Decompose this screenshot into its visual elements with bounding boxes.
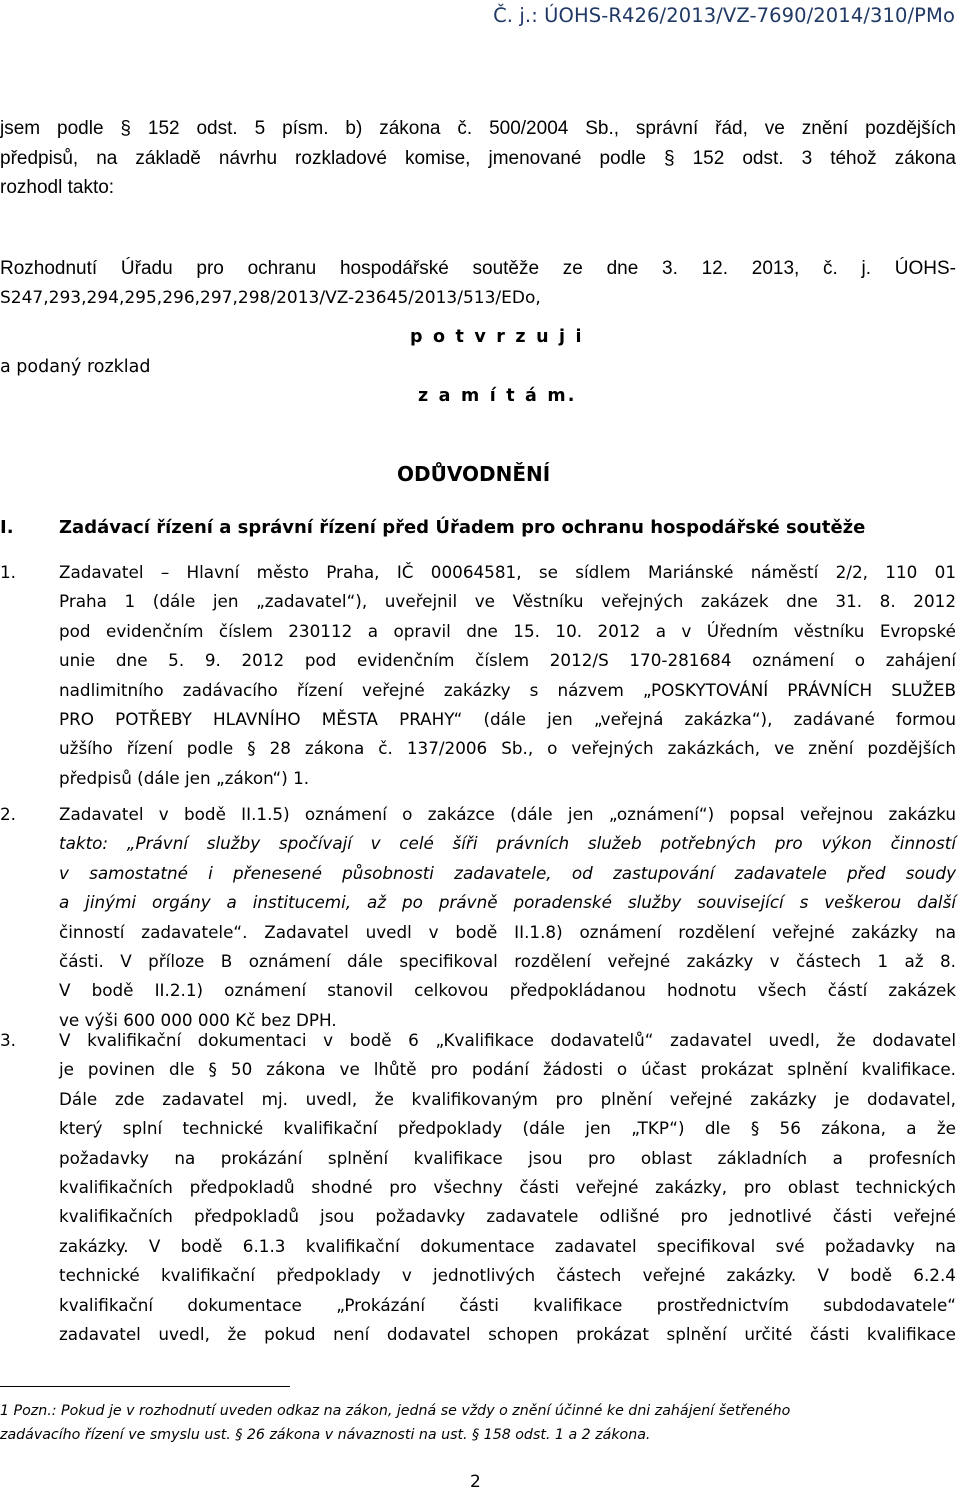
paragraph-number: 2. — [0, 804, 17, 824]
paragraph-line: Zadavatel v bodě II.1.5) oznámení o zakázce (dále jen „oznámení“) popsal veřejnou zakázku — [59, 804, 956, 824]
paragraph-body — [59, 558, 956, 793]
footnote-line: zadávacího řízení ve smyslu ust. § 26 zákona v návaznosti na ust. § 158 odst. 1 a 2 zákona. — [0, 1427, 651, 1443]
paragraph-line: ve výši 600 000 000 Kč bez DPH. — [59, 1009, 337, 1030]
intro-line: jsem podle § 152 odst. 5 písm. b) zákona č. 500/2004 Sb., správní řád, ve znění pozdějších — [0, 118, 956, 139]
paragraph-line: nadlimitního zadávacího řízení veřejné zakázky s názvem „POSKYTOVÁNÍ PRÁVNÍCH SLUŽEB — [59, 679, 956, 700]
paragraph-line: Praha 1 (dále jen „zadavatel“), uveřejnil ve Věstníku veřejných zakázek dne 31. 8. 2012 — [59, 591, 956, 612]
page-number: 2 — [470, 1472, 481, 1492]
paragraph-line: Zadavatel – Hlavní město Praha, IČ 00064581, se sídlem Mariánské náměstí 2/2, 110 01 — [59, 562, 956, 582]
paragraph-line: Dále zde zadavatel mj. uvedl, že kvalifikovaným pro plnění veřejné zakázky je dodavatel, — [59, 1088, 956, 1109]
case-reference-header: Č. j.: ÚOHS-R426/2013/VZ-7690/2014/310/PMo — [493, 4, 955, 27]
paragraph-line: technické kvalifikační předpoklady v jednotlivých částech veřejné zakázky. V bodě 6.2.4 — [59, 1265, 956, 1286]
paragraph-line: požadavky na prokázání splnění kvalifikace jsou pro oblast základních a profesních — [59, 1147, 956, 1168]
paragraph-line: činností zadavatele“. Zadavatel uvedl v bodě II.1.8) oznámení rozdělení veřejné zakázky na — [59, 921, 956, 942]
decision-line: S247,293,294,295,296,297,298/2013/VZ-23645/2013/513/EDo, — [0, 287, 541, 308]
paragraph-line: kvalifikačních předpokladů jsou požadavky zadavatele odlišné pro jednotlivé části veřejné — [59, 1206, 956, 1227]
intro-paragraph — [0, 114, 956, 203]
intro-line: předpisů, na základě návrhu rozkladové komise, jmenované podle § 152 odst. 3 téhož zákona — [0, 147, 956, 169]
footnote — [0, 1399, 950, 1447]
paragraph-line: předpisů (dále jen „zákon“) 1. — [59, 767, 310, 788]
footnote-separator — [0, 1386, 290, 1387]
paragraph-line: v samostatné i přenesené působnosti zadavatele, od zastupování zadavatele před soudy — [59, 862, 956, 883]
paragraph-line: zakázky. V bodě 6.1.3 kvalifikační dokumentace zadavatel specifikoval své požadavky na — [59, 1235, 956, 1256]
decision-reference — [0, 254, 956, 313]
verdict-reject: z a m í t á m. — [418, 386, 577, 406]
heading-oduvodneni: ODŮVODNĚNÍ — [397, 462, 551, 486]
paragraph-body — [59, 1026, 956, 1349]
paragraph-number: 3. — [0, 1030, 17, 1050]
verdict-confirm: p o t v r z u j i — [410, 327, 584, 347]
paragraph-line: kvalifikačních předpokladů shodné pro všechny části veřejné zakázky, pro oblast technických — [59, 1177, 956, 1198]
paragraph-line: pod evidenčním číslem 230112 a opravil dne 15. 10. 2012 a v Úředním věstníku Evropské — [59, 620, 956, 641]
section-title: Zadávací řízení a správní řízení před Úřadem pro ochranu hospodářské soutěže — [59, 517, 866, 538]
paragraph-line: který splní technické kvalifikační předpoklady (dále jen „TKP“) dle § 56 zákona, a že — [59, 1118, 956, 1139]
footnote-line: 1 Pozn.: Pokud je v rozhodnutí uveden odkaz na zákon, jedná se vždy o znění účinné ke dni zahájení šetřeného — [0, 1403, 791, 1419]
paragraph-line: V kvalifikační dokumentaci v bodě 6 „Kvalifikace dodavatelů“ zadavatel uvedl, že dodavatel — [59, 1030, 956, 1050]
paragraph-line: takto: „Právní služby spočívají v celé šíři právních služeb potřebných pro výkon činností — [59, 833, 956, 854]
section-number: I. — [0, 517, 14, 538]
paragraph-line: je povinen dle § 50 zákona ve lhůtě pro podání žádosti o účast prokázat splnění kvalifikace. — [59, 1059, 956, 1080]
paragraph-line: užšího řízení podle § 28 zákona č. 137/2006 Sb., o veřejných zakázkách, ve znění pozdějších — [59, 738, 956, 759]
paragraph-line: unie dne 5. 9. 2012 pod evidenčním číslem 2012/S 170-281684 oznámení o zahájení — [59, 650, 956, 671]
paragraph-line: a jinými orgány a institucemi, až po právně poradenské služby související s veškerou další — [59, 892, 956, 913]
paragraph-line: V bodě II.2.1) oznámení stanovil celkovou předpokládanou hodnotu všech částí zakázek — [59, 980, 956, 1001]
intro-line: rozhodl takto: — [0, 177, 115, 198]
decision-line: Rozhodnutí Úřadu pro ochranu hospodářské soutěže ze dne 3. 12. 2013, č. j. ÚOHS- — [0, 258, 956, 279]
paragraph-line: PRO POTŘEBY HLAVNÍHO MĚSTA PRAHY“ (dále jen „veřejná zakázka“), zadávané formou — [59, 709, 956, 730]
rozklad-label: a podaný rozklad — [0, 357, 151, 377]
paragraph-line: zadavatel uvedl, že pokud není dodavatel schopen prokázat splnění určité části kvalifikace — [59, 1324, 956, 1345]
paragraph-body — [59, 800, 956, 1035]
paragraph-line: kvalifikační dokumentace „Prokázání části kvalifikace prostřednictvím subdodavatele“ — [59, 1294, 956, 1315]
paragraph-number: 1. — [0, 562, 17, 582]
paragraph-line: části. V příloze B oznámení dále specifikoval rozdělení veřejné zakázky v částech 1 až 8. — [59, 951, 956, 972]
